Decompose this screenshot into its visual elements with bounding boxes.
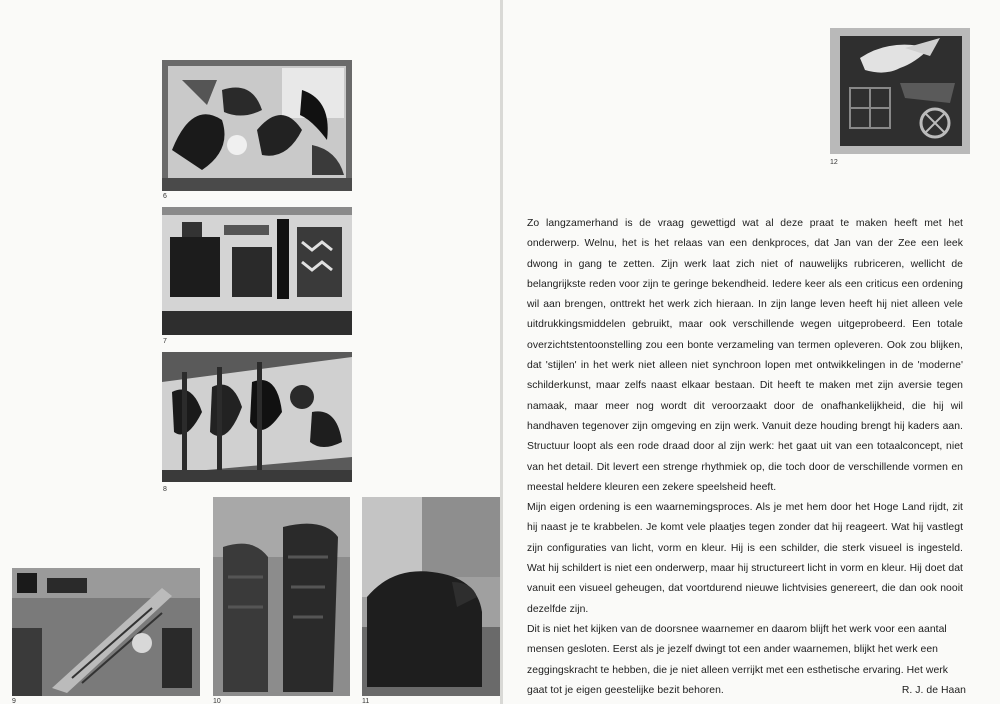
photo-10-caption: 10	[213, 698, 221, 704]
photo-8-mural-perspective	[162, 352, 352, 482]
photo-6-mural-abstract	[162, 60, 352, 191]
essay-paragraph: Zo langzamerhand is de vraag gewettigd wat al deze praat te maken heeft met het onderwerp. Welnu, het is het relaas van een denkproces, dat Jan van der Zee een leek dwong in gang te zetten. Zijn werk laat zich niet of nauwelijks rubriceren, wellicht de belangrijkste reden voor zijn te geringe bekendheid. Iedere keer als een criticus een ordening wil aan brengen, onttrekt het werk zich hieraan. In zijn lange leven heeft hij niet alleen vele uitdrukkingsmiddelen gebruikt, maar ook verschillende wegen uitgeprobeerd. Een totale overzichtstentoonstelling zou een bonte verzameling van termen opleveren. Ook zou blijken, dat 'stijlen' in het werk niet alleen niet synchroon lopen met ontwikkelingen in de 'moderne' schilderkunst, maar zelfs naast elkaar bestaan. Dit heeft te maken met zijn aversie tegen namaak, maar meer nog wordt dit veroorzaakt door de onafhankelijkheid, die hij wil handhaven tegenover zijn omgeving en zijn werk. Vanuit deze houding brengt hij kaders aan. Structuur loopt als een rode draad door al zijn werk: het gaat uit van een totaalconcept, niet van het detail. Dit levert een strenge rhythmiek op, die toch door de verschillende vormen en meestal heldere kleuren een zekere speelsheid heeft.	[527, 218, 963, 493]
essay-paragraph-last	[527, 620, 966, 701]
photo-10-sculptures	[213, 497, 350, 696]
photo-12-painting-bird	[830, 28, 970, 154]
essay-paragraph: Mijn eigen ordening is een waarnemingsproces. Als je met hem door het Hoge Land rijdt, zit hij naast je te krabbelen. Je komt vele plaatjes tegen zonder dat hij reageert. Wat hij vastlegt zijn configuraties van licht, vorm en kleur. Hij is een schilder, die sterk visueel is ingesteld. Wat hij schildert is niet een onderwerp, maar hij structureert licht in vorm en kleur. Hij doet dat vanuit een visueel geheugen, dat voortdurend nieuwe lichtvisies genereert, die dan ook nooit dezelfde zijn.	[527, 502, 963, 615]
photo-6-caption: 6	[163, 193, 167, 200]
photo-7-mural-building	[162, 207, 352, 335]
photo-9-stairway-relief	[12, 568, 200, 696]
author-signature: R. J. de Haan	[901, 684, 966, 696]
photo-7-caption: 7	[163, 338, 167, 345]
essay-body	[527, 214, 966, 701]
photo-8-caption: 8	[163, 486, 167, 493]
photo-9-caption: 9	[12, 698, 16, 704]
right-page	[503, 0, 1000, 704]
photo-11-sculpture	[362, 497, 500, 696]
essay-paragraph-text: Dit is niet het kijken van de doorsnee waarnemer en daarom blijft het werk voor een aantal mensen gesloten. Eerst als je jezelf dwingt tot een ander waarnemen, blijkt het werk een zeggingskracht te hebben, die je niet alleen verrijkt met een esthetische ervaring. Het werk gaat tot je eigen geestelijke bezit behoren.	[527, 623, 949, 696]
photo-11-caption: 11	[362, 698, 370, 704]
photo-12-caption: 12	[830, 159, 838, 166]
